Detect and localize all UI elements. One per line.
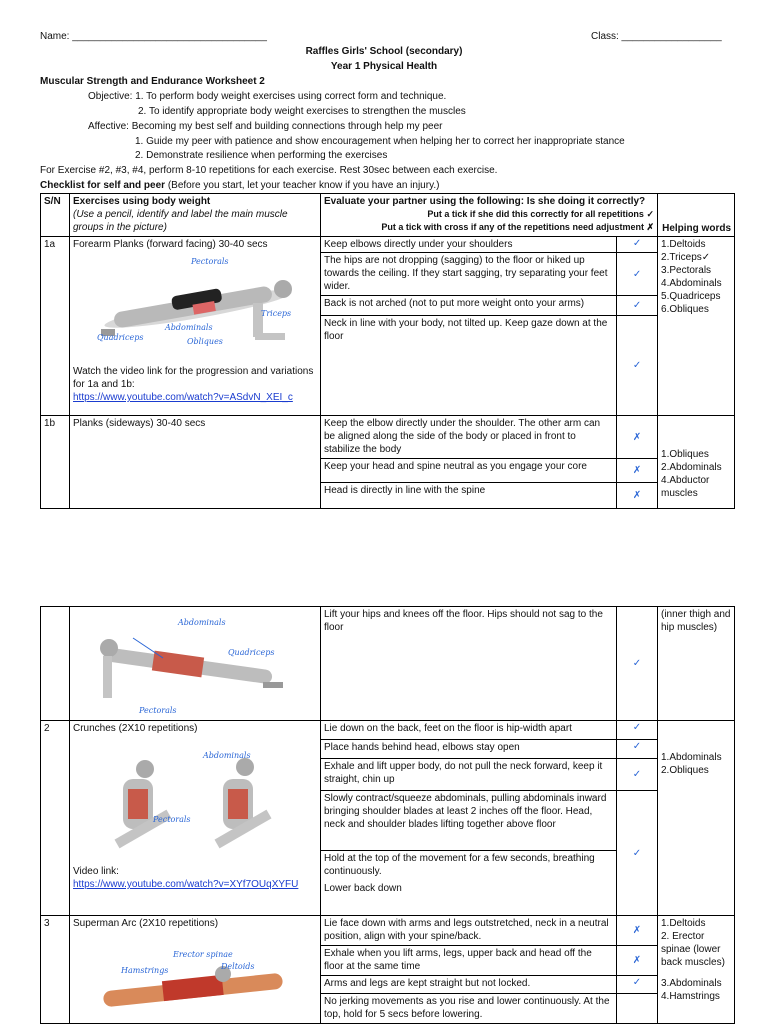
video-label-2: Video link: [73,866,119,877]
label-pectorals: Pectorals [191,257,229,266]
label-abdominals: Abdominals [165,323,213,332]
criterion-2-1: Lie down on the back, feet on the floor is hip-width apart [321,721,617,740]
forearm-plank-illustration [73,251,317,359]
sn-1b: 1b [41,416,70,509]
exercise-1a [70,237,321,416]
exercise-header [70,194,321,237]
tick-note: Put a tick if she did this correctly for all repetitions [427,209,644,219]
criterion-1a-1: Keep elbows directly under your shoulders [321,237,617,253]
exercise-2 [70,721,321,916]
check-cell[interactable]: ✓ [617,237,658,253]
helping-word: 3.Abdominals [661,978,722,989]
check-cell[interactable]: ✓ [617,759,658,791]
helping-1a [658,237,735,416]
label-pectorals: Pectorals [153,815,191,824]
helping-word-row: 2.Triceps✓ [661,252,711,263]
check-cross-cell[interactable]: ✗ [617,946,658,976]
helping-word: 1.Deltoids [661,918,706,929]
worksheet-title: Muscular Strength and Endurance Worksheet 2 [40,76,265,87]
criterion-3-4: No jerking movements as you rise and lower continuously. At the top, hold for 5 secs before lowering. [321,994,617,1024]
crunches-illustration [73,739,317,859]
sn-1b-cont [41,607,70,721]
sn-header: S/N [41,194,70,237]
label-triceps: Triceps [261,309,292,318]
criterion-1b-3: Head is directly in line with the spine [321,483,617,509]
sn-3: 3 [41,916,70,1024]
cross-note: Put a tick with cross if any of the repetitions need adjustment [381,222,644,232]
criterion-3-2: Exhale when you lift arms, legs, upper back and head off the floor at the same time [321,946,617,976]
check-cross-cell[interactable]: ✗ [617,459,658,483]
label-abdominals: Abdominals [178,618,226,627]
sn-1a: 1a [41,237,70,416]
side-plank-illustration [73,608,317,716]
affective-title: Affective: Becoming my best self and building connections through help my peer [88,121,443,132]
check-cross-cell[interactable]: ✗ [617,916,658,946]
table-header-row [41,194,735,237]
label-quadriceps: Quadriceps [97,333,144,342]
exercise-header-note: (Use a pencil, identify and label the main muscle groups in the picture) [73,209,288,233]
exercise-1a-name: Forearm Planks (forward facing) 30-40 secs [73,239,268,250]
helping-word: 6.Obliques [661,304,709,315]
subject-title: Year 1 Physical Health [330,61,438,72]
label-deltoids: Deltoids [221,962,255,971]
evaluate-header [321,194,658,237]
check-cell[interactable]: ✓ [617,253,658,296]
check-cell[interactable]: ✓ [617,740,658,759]
tick-symbol: ✓ [646,209,655,219]
affective-1: 1. Guide my peer with patience and show encouragement when helping her to correct her inappropriate stance [135,136,625,147]
check-cell[interactable]: ✓ [617,791,658,916]
criterion-1b-2: Keep your head and spine neutral as you engage your core [321,459,617,483]
helping-word: 4.Abdominals [661,278,722,289]
exercise-header-title: Exercises using body weight [73,196,211,207]
label-hamstrings: Hamstrings [121,966,169,975]
criterion-1a-4: Neck in line with your body, not tilted up. Keep gaze down at the floor [321,316,617,416]
table-row [41,607,735,721]
criterion-3-1: Lie face down with arms and legs outstretched, neck in a neutral position, align with your spine/back. [321,916,617,946]
exercise-3-name: Superman Arc (2X10 repetitions) [73,918,219,929]
criterion-2-5: Hold at the top of the movement for a few seconds, breathing continuously. [321,851,617,881]
helping-words-header: Helping words [658,194,735,237]
table-row [41,416,735,459]
table-row [41,721,735,740]
check-cross-cell[interactable]: ✗ [617,483,658,509]
label-pectorals: Pectorals [139,706,177,715]
cross-note-row [324,221,654,234]
table-row [41,916,735,946]
criterion-1a-3: Back is not arched (not to put more weight onto your arms) [321,296,617,316]
checklist-bold: Checklist for self and peer [40,180,166,191]
helping-word: 3.Pectorals [661,265,712,276]
helping-word: 1.Obliques [661,449,709,460]
worksheet-table-top [40,193,735,509]
checklist-rest: (Before you start, let your teacher know if you have an injury.) [165,180,440,191]
helping-1b-cont: (inner thigh and hip muscles) [658,607,735,721]
criterion-3-3: Arms and legs are kept straight but not locked. [321,976,617,994]
exercise-1b: Planks (sideways) 30-40 secs [70,416,321,509]
helping-1b [658,416,735,509]
superman-figure-icon [73,930,318,1010]
name-field-label: Name: ___________________________________ [40,31,267,42]
table-row [41,237,735,253]
helping-word: 5.Quadriceps [661,291,721,302]
helping-word: 1.Abdominals [661,752,722,763]
check-cross-cell[interactable]: ✗ [617,416,658,459]
helping-word: 1.Deltoids [661,239,706,250]
helping-word: 2.Triceps [661,252,702,263]
helping-2 [658,721,735,916]
instruction-line: For Exercise #2, #3, #4, perform 8-10 repetitions for each exercise. Rest 30sec between each exercise. [40,165,498,176]
check-cell[interactable]: ✓ [617,607,658,721]
label-obliques: Obliques [187,337,223,346]
helping-word: 2.Obliques [661,765,709,776]
worksheet-table-bottom [40,606,735,1024]
cross-symbol: ✗ [646,222,655,232]
criterion-2-4: Slowly contract/squeeze abdominals, pulling abdominals inward bringing shoulder blades at least 2 inches off the floor. Head, neck and shoulder blades lifting together above floor [321,791,617,851]
criterion-1b-1: Keep the elbow directly under the shoulder. The other arm can be aligned along the side of the body or placed in front to stabilize the body [321,416,617,459]
side-plank-picture-cell [70,607,321,721]
label-abdominals: Abdominals [203,751,251,760]
label-quadriceps: Quadriceps [228,648,275,657]
video-link-1a[interactable]: https://www.youtube.com/watch?v=ASdvN_XEI_c [73,392,293,403]
objective-2: 2. To identify appropriate body weight exercises to strengthen the muscles [138,106,466,117]
helping-3 [658,916,735,1024]
check-cell[interactable] [617,994,658,1024]
criterion-1a-2: The hips are not dropping (sagging) to the floor or hiked up towards the ceiling. If they start sagging, try separating your feet wider. [321,253,617,296]
check-cell[interactable]: ✓ [617,976,658,994]
crunch-figure-icon [73,739,318,859]
criterion-2-2: Place hands behind head, elbows stay open [321,740,617,759]
school-name: Raffles Girls' School (secondary) [305,46,463,57]
exercise-2-name: Crunches (2X10 repetitions) [73,723,198,734]
helping-word: 4.Hamstrings [661,991,720,1002]
criterion-2-6: Lower back down [321,881,617,916]
tick-note-row [324,208,654,221]
label-erector-spinae: Erector spinae [173,950,233,959]
objective-1: Objective: 1. To perform body weight exercises using correct form and technique. [88,91,447,102]
evaluate-header-title: Evaluate your partner using the following: Is she doing it correctly? [324,196,646,207]
criterion-2-3: Exhale and lift upper body, do not pull the neck forward, keep it straight, chin up [321,759,617,791]
superman-illustration [73,930,317,1010]
helping-word: 4.Abductor muscles [661,475,710,499]
helping-word: 2. Erector spinae (lower back muscles) [661,931,725,968]
check-cell[interactable]: ✓ [617,721,658,740]
sn-2: 2 [41,721,70,916]
helping-word: 2.Abdominals [661,462,722,473]
check-cell[interactable]: ✓ [617,316,658,416]
class-field-label: Class: __________________ [591,31,722,42]
video-text-1a: Watch the video link for the progression and variations for 1a and 1b: [73,366,314,390]
checklist-line [40,179,439,192]
video-link-2[interactable]: https://www.youtube.com/watch?v=XYf7OUqXYFU [73,879,299,890]
criterion-1b-4: Lift your hips and knees off the floor. Hips should not sag to the floor [321,607,617,721]
affective-2: 2. Demonstrate resilience when performing the exercises [135,150,388,161]
check-cell[interactable]: ✓ [617,296,658,316]
exercise-3 [70,916,321,1024]
